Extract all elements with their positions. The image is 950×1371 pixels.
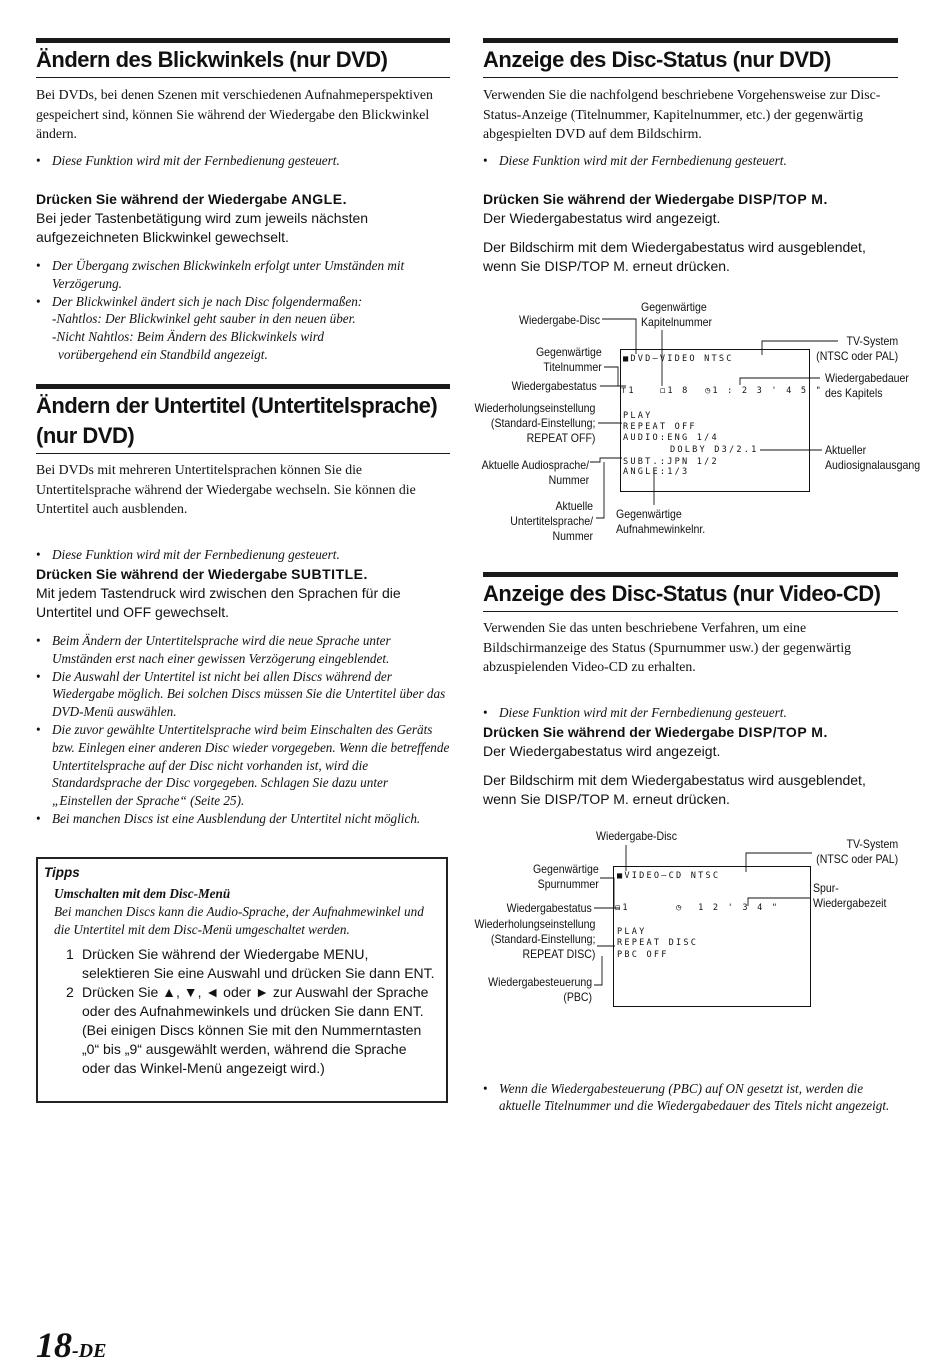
dvd-status-intro: Verwenden Sie die nachfolgend beschriebene Vorgehensweise zur Disc-Status-Anzeige (Titelnummer, Kapitelnummer, etc.) der gegenwärtig abgespielten DVD auf dem Bildschirm. bbox=[483, 87, 881, 142]
track-icon: ◻ bbox=[615, 903, 623, 913]
vcd-screen-repeat: REPEAT DISC bbox=[617, 938, 699, 948]
angle-note-1: • Der Übergang zwischen Blickwinkeln erfolgt unter Umständen mit Verzögerung. bbox=[36, 257, 450, 293]
vcd-screen-time: ◷ 1 2 ' 3 4 " bbox=[676, 903, 780, 913]
vcd-label-time: Spur- Wiedergabezeit bbox=[813, 881, 887, 910]
dvd-screen-repeat: REPEAT OFF bbox=[623, 422, 697, 432]
subtitle-intro: Bei DVDs mit mehreren Untertitelsprachen können Sie die Untertitelsprache während der Wiedergabe wechseln. Sie können die Untertitel auch ausblenden. bbox=[36, 462, 416, 517]
vcd-status-instruction: Drücken Sie während der Wiedergabe DISP/TOP M. bbox=[483, 724, 828, 740]
vcd-label-pbc: Wiedergabesteuerung (PBC) bbox=[488, 975, 592, 1004]
clock-icon: ◷ bbox=[705, 386, 713, 396]
dvd-screen-angle: ANGLE:1/3 bbox=[623, 467, 690, 477]
vcd-status-remote-note: • Diese Funktion wird mit der Fernbedienung gesteuert. bbox=[483, 704, 898, 722]
tipps-step: 1 Drücken Sie während der Wiedergabe MENU, selektieren Sie eine Auswahl und drücken Sie dann ENT. bbox=[66, 946, 435, 981]
dvd-status-desc2: Der Bildschirm mit dem Wiedergabestatus wird ausgeblendet, wenn Sie DISP/TOP M. erneut drücken. bbox=[483, 239, 866, 274]
dvd-screen-time: ◷1 : 2 3 ' 4 5 " bbox=[705, 386, 823, 396]
vcd-status-desc1: Der Wiedergabestatus wird angezeigt. bbox=[483, 743, 721, 759]
dvd-label-status: Wiedergabestatus bbox=[511, 379, 597, 393]
section-title-angle: Ändern des Blickwinkels (nur DVD) bbox=[36, 38, 450, 78]
dvd-label-disc: Wiedergabe-Disc bbox=[518, 313, 600, 327]
subtitle-note-3: • Die zuvor gewählte Untertitelsprache wird beim Einschalten des Geräts bzw. Einlegen einer anderen Disc wieder vorgegeben. Wenn die betreffende Untertitelsprache auf der Disc nicht vorhanden ist, wird die Standardsprache der Disc vorgegeben. Schlagen Sie dazu unter „Einstellen der Sprache“ (Seite 25). bbox=[36, 721, 450, 810]
vcd-label-repeat: Wiederholungseinstellung (Standard-Einstellung; REPEAT DISC) bbox=[474, 917, 595, 961]
angle-description: Bei jeder Tastenbetätigung wird zum jeweils nächsten aufgezeichneten Blickwinkel gewechselt. bbox=[36, 210, 369, 245]
vcd-label-disc: Wiedergabe-Disc bbox=[596, 829, 678, 843]
subtitle-remote-note: • Diese Funktion wird mit der Fernbedienung gesteuert. bbox=[36, 546, 450, 564]
page-number: 18-DE bbox=[36, 1325, 107, 1365]
tipps-subtitle: Umschalten mit dem Disc-Menü bbox=[54, 886, 231, 901]
dvd-label-tv: TV-System (NTSC oder PAL) bbox=[816, 334, 898, 363]
dvd-status-desc1: Der Wiedergabestatus wird angezeigt. bbox=[483, 210, 721, 226]
subtitle-note-1: • Beim Ändern der Untertitelsprache wird die neue Sprache unter Umständen erst nach einer gewissen Verzögerung eingeblendet. bbox=[36, 632, 450, 668]
vcd-status-intro: Verwenden Sie das unten beschriebene Verfahren, um eine Bildschirmanzeige des Status (Spurnummer usw.) der gegenwärtig abzuspielenden Video-CD zu erhalten. bbox=[483, 620, 852, 675]
subtitle-description: Mit jedem Tastendruck wird zwischen den Sprachen für die Untertitel und OFF gewechselt. bbox=[36, 585, 401, 620]
section-title-subtitle: Ändern der Untertitel (Untertitelsprache) (nur DVD) bbox=[36, 384, 450, 454]
dvd-screen-line1: ■DVD–VIDEO NTSC bbox=[623, 354, 734, 364]
section-title-dvd-status: Anzeige des Disc-Status (nur DVD) bbox=[483, 38, 898, 78]
chapter-icon: ◻ bbox=[660, 386, 668, 396]
tipps-step: 2 Drücken Sie ▲, ▼, ◄ oder ► zur Auswahl der Sprache oder des Aufnahmewinkels und drücken Sie dann ENT. (Bei einigen Discs können Sie mit den Nummerntasten „0“ bis „9“ ausgewählt werden, während die Sprache oder das Winkel-Menü angezeigt wird.) bbox=[66, 984, 429, 1076]
dvd-label-repeat: Wiederholungseinstellung (Standard-Einstellung; REPEAT OFF) bbox=[474, 401, 595, 445]
vcd-label-track: Gegenwärtige Spurnummer bbox=[533, 862, 599, 891]
dvd-status-remote-note: • Diese Funktion wird mit der Fernbedienung gesteuert. bbox=[483, 152, 898, 170]
dvd-label-duration: Wiedergabedauer des Kapitels bbox=[825, 371, 909, 400]
dvd-screen-subt: SUBT.:JPN 1/2 bbox=[623, 457, 719, 467]
dvd-screen-audio: AUDIO:ENG 1/4 bbox=[623, 433, 719, 443]
vcd-pbc-note: • Wenn die Wiedergabesteuerung (PBC) auf ON gesetzt ist, werden die aktuelle Titelnummer und die Wiedergabedauer des Titels nicht angezeigt. bbox=[483, 1080, 898, 1116]
clock-icon: ◷ bbox=[676, 903, 684, 913]
vcd-screen-play: PLAY bbox=[617, 927, 647, 937]
angle-note-2: • Der Blickwinkel ändert sich je nach Disc folgendermaßen: bbox=[36, 293, 450, 311]
angle-note-still: vorübergehend ein Standbild angezeigt. bbox=[58, 346, 268, 362]
dvd-label-angle: Gegenwärtige Aufnahmewinkelnr. bbox=[616, 507, 706, 536]
subtitle-note-4: • Bei manchen Discs ist eine Ausblendung der Untertitel nicht möglich. bbox=[36, 810, 450, 828]
angle-note-seamless: -Nahtlos: Der Blickwinkel geht sauber in den neuen über. bbox=[52, 311, 356, 327]
dvd-screen-title-no: ⊤1 bbox=[621, 386, 636, 396]
vcd-label-tv: TV-System (NTSC oder PAL) bbox=[816, 837, 898, 866]
vcd-label-status: Wiedergabestatus bbox=[506, 901, 592, 915]
subtitle-instruction: Drücken Sie während der Wiedergabe SUBTITLE. bbox=[36, 566, 368, 582]
subtitle-note-2: • Die Auswahl der Untertitel ist nicht bei allen Discs während der Wiedergabe möglich. Bei solchen Discs müssen Sie die Untertitel über das DVD-Menü auswählen. bbox=[36, 668, 450, 721]
dvd-label-title: Gegenwärtige Titelnummer bbox=[536, 345, 602, 374]
dvd-screen-chapter-no: ◻1 8 bbox=[660, 386, 690, 396]
title-icon: ⊤ bbox=[621, 386, 629, 396]
angle-note-nonseamless: -Nicht Nahtlos: Beim Ändern des Blickwinkels wird bbox=[52, 329, 325, 345]
dvd-status-instruction: Drücken Sie während der Wiedergabe DISP/TOP M. bbox=[483, 191, 828, 207]
vcd-status-desc2: Der Bildschirm mit dem Wiedergabestatus wird ausgeblendet, wenn Sie DISP/TOP M. erneut drücken. bbox=[483, 772, 866, 807]
angle-intro: Bei DVDs, bei denen Szenen mit verschiedenen Aufnahmeperspektiven gespeichert sind, können Sie während der Wiedergabe den Blickwinkel ändern. bbox=[36, 87, 433, 142]
dvd-label-audio: Aktuelle Audiosprache/ Nummer bbox=[481, 458, 589, 487]
angle-remote-note: • Diese Funktion wird mit der Fernbedienung gesteuert. bbox=[36, 152, 450, 170]
dvd-label-chapter: Gegenwärtige Kapitelnummer bbox=[641, 300, 713, 329]
vcd-screen-track-no: ◻1 bbox=[615, 903, 630, 913]
tipps-title: Tipps bbox=[44, 865, 80, 880]
dvd-label-output: Aktueller Audiosignalausgang bbox=[825, 443, 921, 472]
vcd-screen-pbc: PBC OFF bbox=[617, 950, 669, 960]
dvd-screen-dolby: DOLBY D3/2.1 bbox=[670, 445, 759, 455]
tipps-description: Bei manchen Discs kann die Audio-Sprache, der Aufnahmewinkel und die Untertitel mit dem Disc-Menü umgeschaltet werden. bbox=[54, 903, 424, 937]
vcd-screen-line1: ■VIDEO–CD NTSC bbox=[617, 871, 721, 881]
dvd-screen-play: PLAY bbox=[623, 411, 653, 421]
section-title-vcd-status: Anzeige des Disc-Status (nur Video-CD) bbox=[483, 572, 898, 612]
angle-instruction: Drücken Sie während der Wiedergabe ANGLE. bbox=[36, 191, 347, 207]
dvd-label-subtitle: Aktuelle Untertitelsprache/ Nummer bbox=[510, 499, 593, 543]
